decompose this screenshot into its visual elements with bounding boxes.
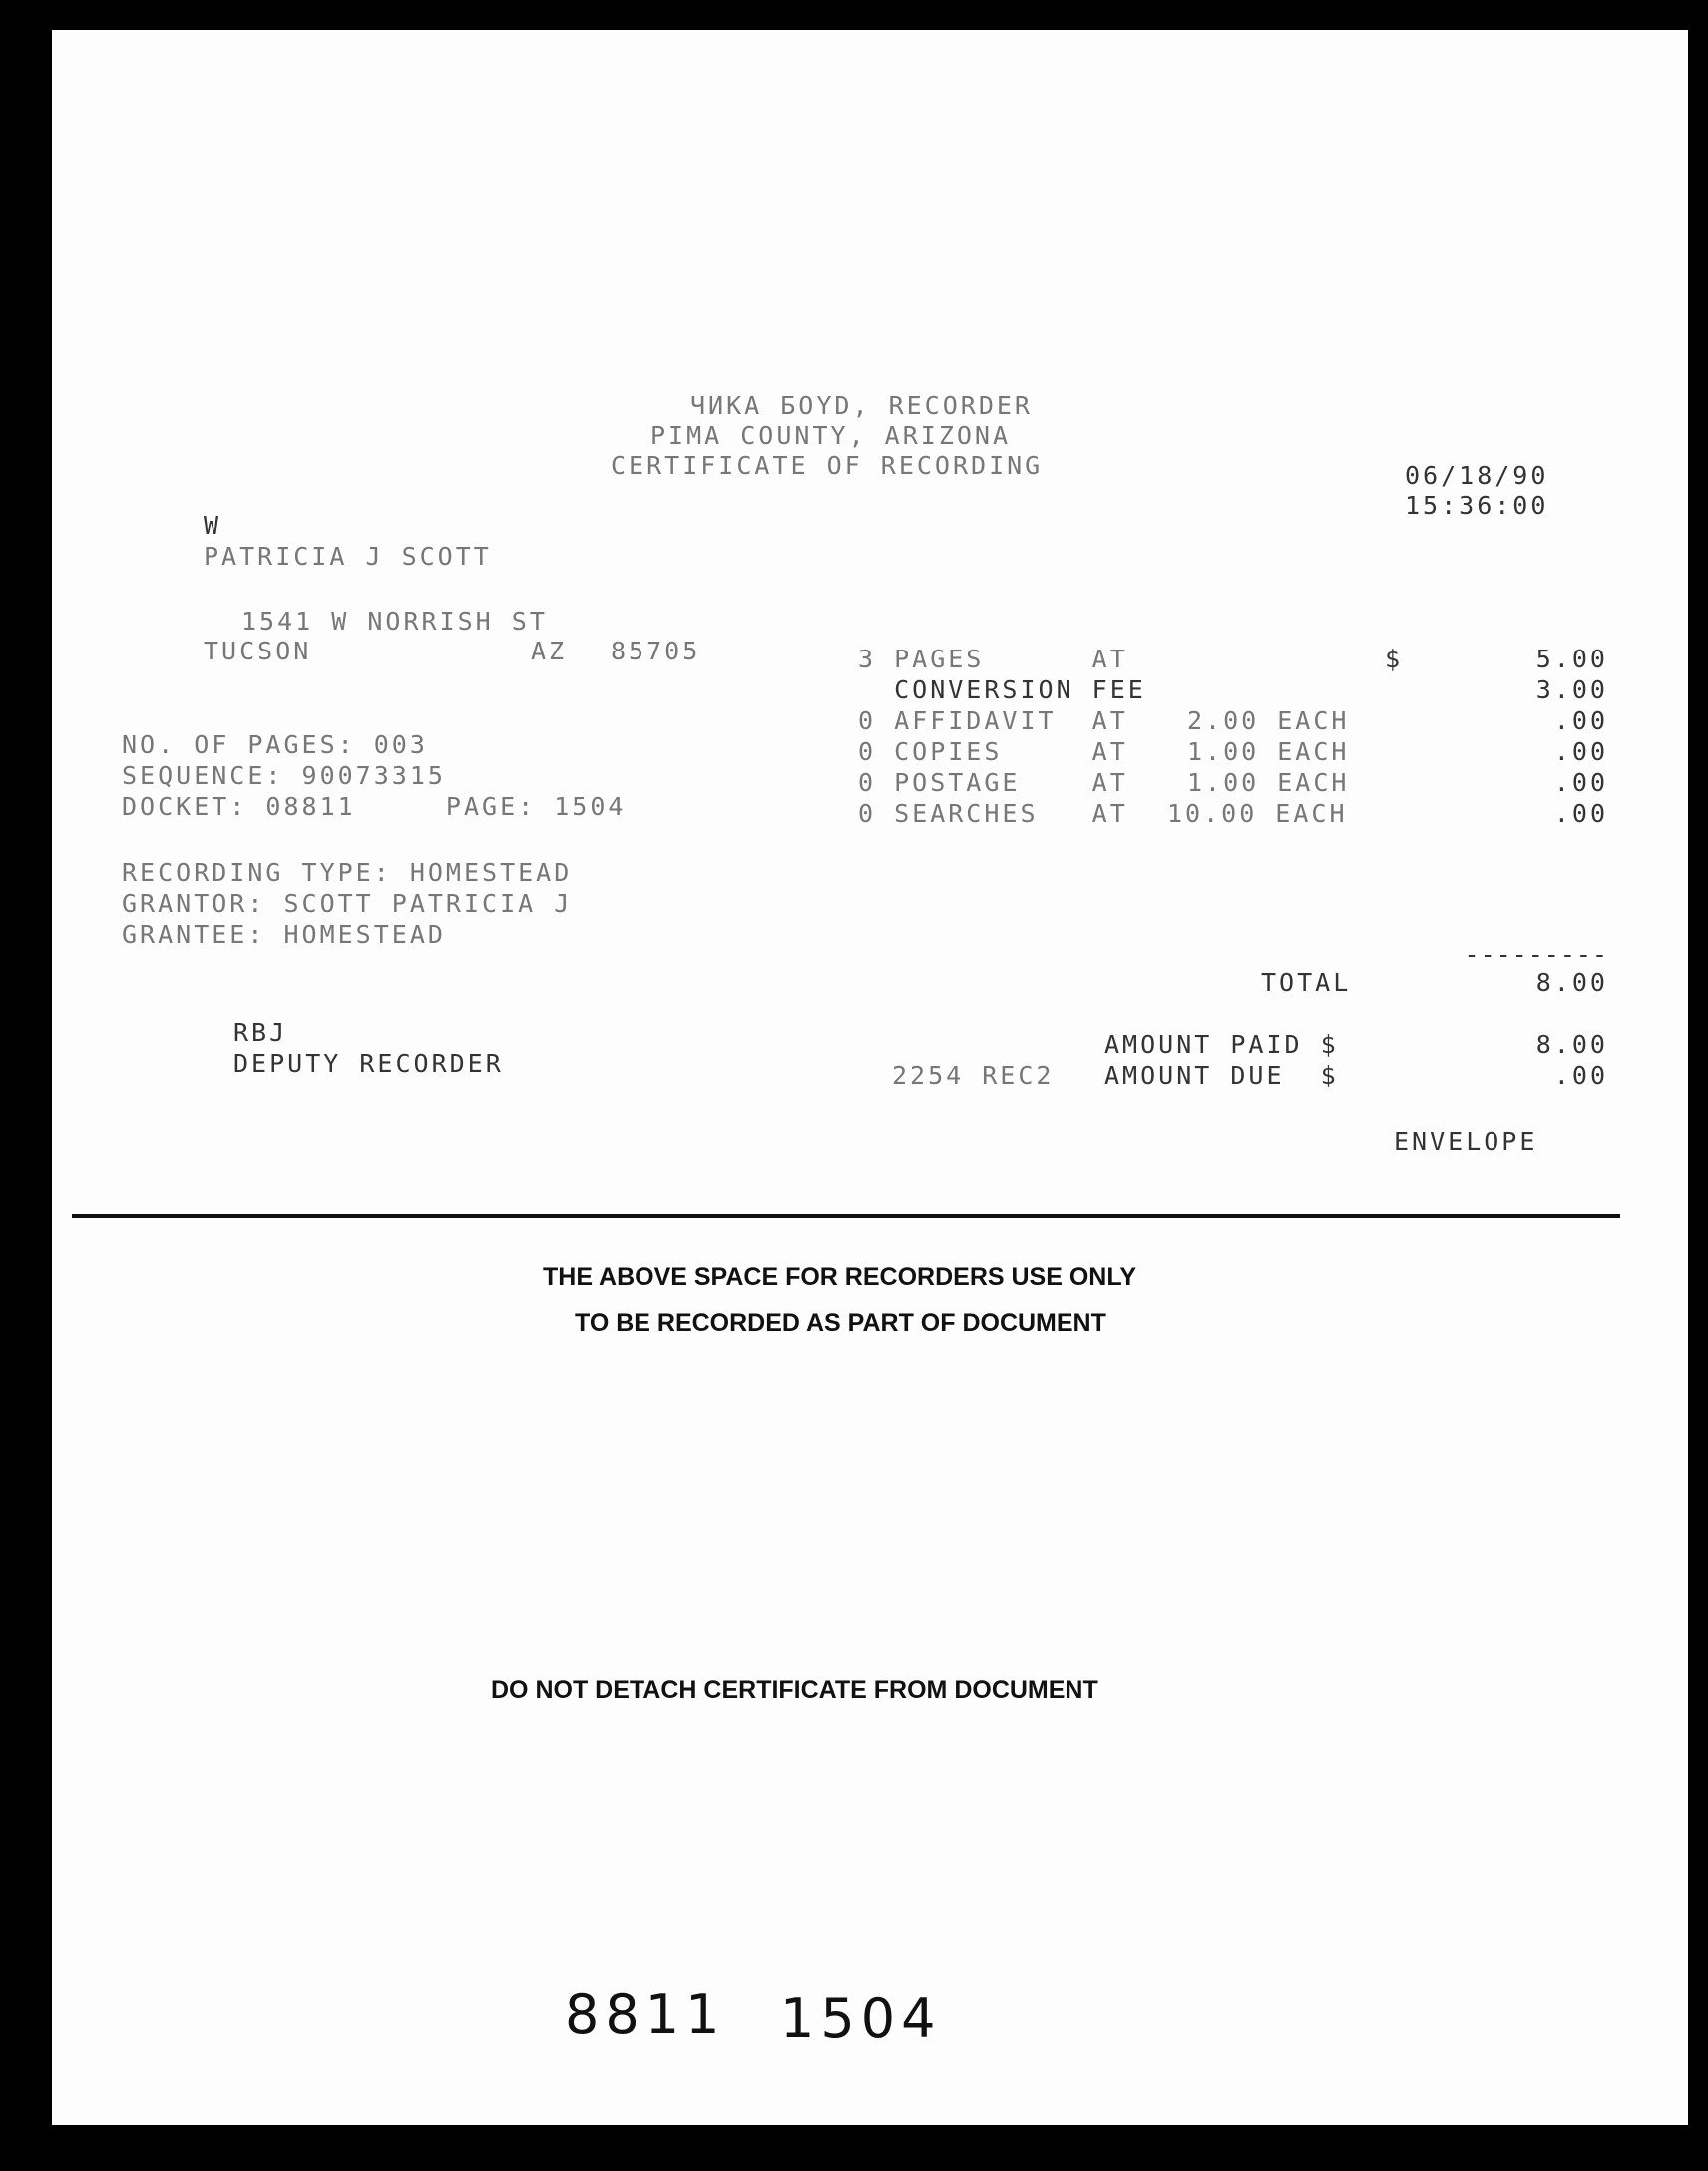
recorder-name: ЧИКА БОYD, RECORDER (690, 391, 1033, 420)
fee-currency: $ (1385, 645, 1404, 673)
fee-amount: 5.00 (1535, 645, 1608, 673)
fee-label: 0 COPIES AT (858, 737, 1128, 766)
divider-line (72, 1214, 1620, 1218)
deputy-title: DEPUTY RECORDER (233, 1049, 504, 1078)
addressee-name: PATRICIA J SCOTT (204, 542, 492, 571)
record-time: 15:36:00 (1405, 491, 1549, 520)
fee-amount: .00 (1553, 737, 1608, 766)
record-date: 06/18/90 (1405, 461, 1549, 490)
addressee-city: TUCSON (204, 637, 312, 665)
addressee-zip: 85705 (611, 637, 701, 665)
deputy-initials: RBJ (233, 1018, 288, 1047)
envelope-label: ENVELOPE (1394, 1127, 1538, 1156)
fee-label: 0 SEARCHES AT (858, 799, 1128, 828)
fee-amount: .00 (1553, 799, 1608, 828)
docket-page: DOCKET: 08811 PAGE: 1504 (122, 792, 627, 821)
amount-paid-label: AMOUNT PAID $ (1104, 1030, 1339, 1059)
fee-amount: 3.00 (1535, 675, 1608, 704)
total-value: 8.00 (1535, 968, 1608, 997)
grantor: GRANTOR: SCOTT PATRICIA J (122, 889, 573, 918)
stamp-page-number: 1504 (780, 1987, 942, 2050)
fee-label: CONVERSION FEE (858, 675, 1146, 704)
addressee-street: 1541 W NORRISH ST (241, 607, 548, 636)
notice-do-not-detach: DO NOT DETACH CERTIFICATE FROM DOCUMENT (491, 1676, 1098, 1704)
fee-rate: 2.00 EACH (1187, 706, 1350, 735)
fee-rate: 1.00 EACH (1187, 737, 1350, 766)
amount-due-label: AMOUNT DUE $ (1104, 1061, 1339, 1089)
document-page (52, 30, 1688, 2125)
county-name: PIMA COUNTY, ARIZONA (650, 421, 1012, 450)
fee-label: 3 PAGES AT (858, 645, 1128, 673)
grantee: GRANTEE: HOMESTEAD (122, 920, 446, 949)
total-separator: --------- (1464, 940, 1608, 969)
fee-amount: .00 (1553, 768, 1608, 797)
total-label: TOTAL (1261, 968, 1352, 997)
amount-paid-value: 8.00 (1535, 1030, 1608, 1059)
receipt-number: 2254 REC2 (892, 1061, 1055, 1089)
notice-recorders-use: THE ABOVE SPACE FOR RECORDERS USE ONLY (543, 1263, 1136, 1291)
recording-type: RECORDING TYPE: HOMESTEAD (122, 858, 573, 887)
certificate-title: CERTIFICATE OF RECORDING (611, 451, 1044, 480)
amount-due-value: .00 (1553, 1061, 1608, 1089)
addressee-code: W (204, 511, 222, 540)
fee-label: 0 POSTAGE AT (858, 768, 1128, 797)
pages-count: NO. OF PAGES: 003 (122, 730, 428, 759)
sequence-number: SEQUENCE: 90073315 (122, 761, 446, 790)
stamp-docket-number: 8811 (565, 1983, 726, 2046)
fee-rate: 10.00 EACH (1167, 799, 1348, 828)
fee-label: 0 AFFIDAVIT AT (858, 706, 1128, 735)
notice-recorded-part: TO BE RECORDED AS PART OF DOCUMENT (575, 1309, 1106, 1337)
fee-amount: .00 (1553, 706, 1608, 735)
addressee-state: AZ (531, 637, 568, 665)
fee-rate: 1.00 EACH (1187, 768, 1350, 797)
